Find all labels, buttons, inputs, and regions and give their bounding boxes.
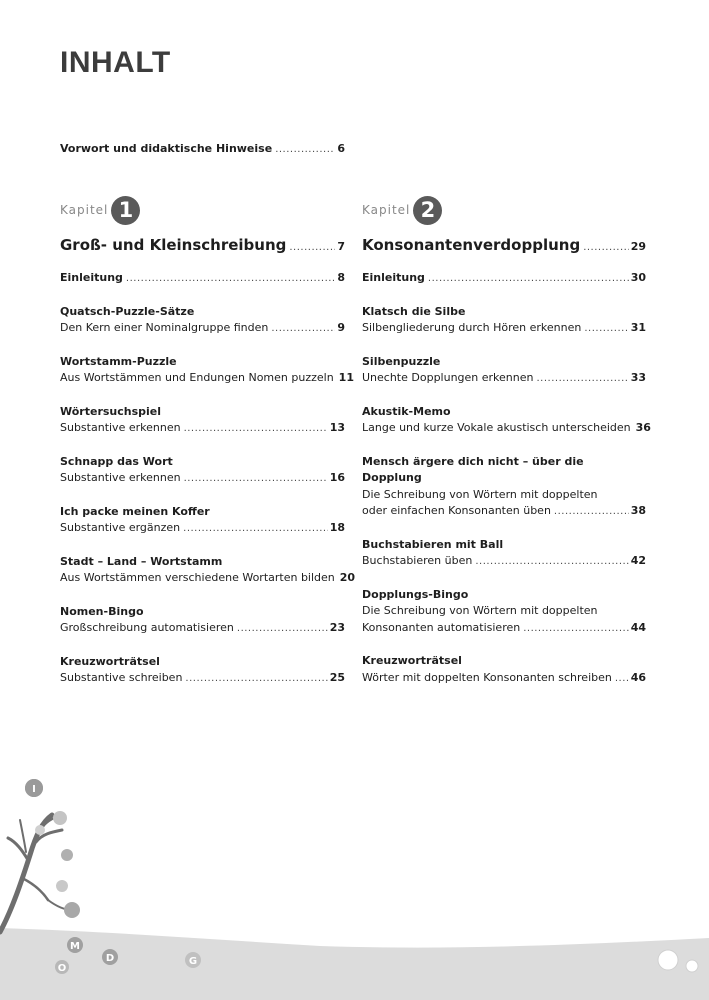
toc-entry-subtitle: Substantive erkennen <box>60 471 181 484</box>
chapter-entries <box>60 270 356 688</box>
toc-entry-subtitle: Wörter mit doppelten Konsonanten schreiben <box>362 670 612 684</box>
toc-page-number: 16 <box>329 471 345 484</box>
dot-leader <box>554 504 629 521</box>
toc-entry-title: Einleitung <box>60 271 123 284</box>
toc-entry-title: Kreuzworträtsel <box>60 654 160 668</box>
toc-entry-title: Kreuzworträtsel <box>362 654 462 667</box>
toc-entry-row <box>362 553 646 571</box>
chapter-title: Konsonantenverdopplung <box>362 236 581 254</box>
toc-entry-subtitle: oder einfachen Konsonanten üben <box>362 504 551 517</box>
toc-entry[interactable] <box>60 554 356 588</box>
toc-entry[interactable] <box>60 454 345 488</box>
toc-entry-row <box>362 670 646 688</box>
dot-leader <box>583 242 629 253</box>
toc-entry-subtitle: Silbengliederung durch Hören erkennen <box>362 321 582 334</box>
toc-page-number: 44 <box>630 620 646 634</box>
toc-entry-row <box>362 270 646 288</box>
toc-page-number: 20 <box>339 571 356 584</box>
toc-entry-title: Akustik-Memo <box>362 404 451 418</box>
toc-entry[interactable] <box>362 270 646 288</box>
chapter-entries <box>362 270 651 687</box>
toc-entry-title: Quatsch-Puzzle-Sätze <box>60 304 195 318</box>
toc-entry[interactable] <box>60 304 345 338</box>
toc-entry-subtitle: Den Kern einer Nominalgruppe finden <box>60 321 269 334</box>
toc-page-number: 13 <box>329 421 345 434</box>
dot-leader <box>615 671 629 688</box>
toc-page-number: 31 <box>630 321 646 334</box>
toc-entry[interactable] <box>362 354 646 388</box>
toc-entry[interactable] <box>362 304 646 338</box>
toc-page-number: 23 <box>329 621 345 634</box>
toc-page-number: 8 <box>337 271 345 284</box>
dot-leader <box>523 621 628 638</box>
letter-m: M <box>70 941 80 952</box>
dot-leader <box>237 621 328 638</box>
chapter-title-entry[interactable] <box>60 236 345 254</box>
dot-leader <box>428 271 629 288</box>
toc-page-number: 25 <box>329 671 345 684</box>
letter-d: D <box>105 953 115 964</box>
toc-entry-row <box>60 620 345 638</box>
toc-entry-subtitle: Konsonanten automatisieren <box>362 620 521 634</box>
page-title: INHALT <box>60 46 171 79</box>
toc-entry-subtitle: Aus Wortstämmen und Endungen Nomen puzzeln <box>60 371 334 384</box>
toc-page-number: 30 <box>630 271 646 284</box>
toc-entry-subtitle: Unechte Dopplungen erkennen <box>362 371 534 384</box>
chapter-title-entry[interactable] <box>362 236 646 254</box>
toc-entry[interactable] <box>362 537 646 571</box>
toc-entry-title: Nomen-Bingo <box>60 604 144 618</box>
toc-entry-subtitle: Die Schreibung von Wörtern mit doppelten <box>362 487 598 501</box>
toc-entry-title: Einleitung <box>362 271 425 284</box>
toc-page-number: 11 <box>338 371 354 384</box>
toc-entry-title: Klatsch die Silbe <box>362 304 466 318</box>
toc-entry[interactable] <box>60 270 345 288</box>
toc-entry-row <box>60 520 345 538</box>
toc-entry-title: Ich packe meinen Koffer <box>60 504 210 518</box>
toc-entry-title: Wortstamm-Puzzle <box>60 354 177 368</box>
dot-leader <box>271 321 335 338</box>
decoration-illustration <box>0 760 709 1000</box>
kapitel-label: Kapitel <box>362 203 411 217</box>
toc-page-number: 7 <box>337 240 345 253</box>
toc-entry[interactable] <box>362 454 646 521</box>
toc-page-number: 46 <box>630 670 646 684</box>
toc-entry-vorwort[interactable] <box>60 142 345 155</box>
letter-g: G <box>188 956 198 967</box>
toc-page-number: 38 <box>630 504 646 517</box>
toc-entry-row <box>60 470 345 488</box>
toc-entry[interactable] <box>60 604 345 638</box>
dot-leader <box>475 554 628 571</box>
toc-entry-row <box>362 620 646 638</box>
toc-entry-row <box>60 670 345 688</box>
toc-entry-title: Dopplungs-Bingo <box>362 587 469 601</box>
dot-leader <box>184 471 328 488</box>
toc-entry-row <box>60 420 345 438</box>
toc-page-number: 9 <box>337 321 345 334</box>
chapter-title: Groß- und Kleinschreibung <box>60 236 287 254</box>
toc-entry-row <box>362 503 646 521</box>
chapter-1-column <box>60 192 356 688</box>
toc-entry-subtitle: Buchstabieren üben <box>362 554 473 567</box>
toc-entry[interactable] <box>362 653 646 687</box>
dot-leader <box>183 521 328 538</box>
chapter-badge <box>60 192 345 228</box>
toc-entry[interactable] <box>60 404 345 438</box>
toc-entry-row <box>60 270 345 288</box>
toc-page-number: 18 <box>329 521 345 534</box>
toc-entry-row <box>362 420 651 438</box>
dot-leader <box>584 321 628 338</box>
dot-leader <box>537 371 629 388</box>
toc-entry-row <box>362 320 646 338</box>
dot-leader <box>184 421 328 438</box>
toc-page-number: 29 <box>630 240 646 253</box>
toc-entry-subtitle: Aus Wortstämmen verschiedene Wortarten bilden <box>60 571 335 584</box>
toc-entry-subtitle: Substantive ergänzen <box>60 521 181 534</box>
toc-page-number: 36 <box>635 421 651 434</box>
toc-entry-title: Stadt – Land – Wortstamm <box>60 554 223 568</box>
toc-entry-title: Silbenpuzzle <box>362 354 441 368</box>
toc-page-number: 33 <box>630 371 646 384</box>
toc-entry[interactable] <box>60 654 345 688</box>
toc-entry-subtitle: Substantive erkennen <box>60 421 181 434</box>
toc-entry-row <box>60 570 356 588</box>
toc-entry-title: Buchstabieren mit Ball <box>362 537 504 551</box>
dot-leader <box>126 271 335 288</box>
toc-entry-title: Mensch ärgere dich nicht – über die Dopplung <box>362 454 584 484</box>
toc-entry-row <box>362 370 646 388</box>
toc-entry-subtitle: Großschreibung automatisieren <box>60 621 234 634</box>
kapitel-label: Kapitel <box>60 203 109 217</box>
toc-page-number: 6 <box>337 142 345 155</box>
toc-entry-title: Schnapp das Wort <box>60 454 173 468</box>
toc-entry-row <box>60 320 345 338</box>
chapter-2-column <box>362 192 651 687</box>
toc-entry[interactable] <box>60 504 345 538</box>
toc-entry-label: Vorwort und didaktische Hinweise <box>60 142 273 155</box>
chapter-number-icon: 1 <box>111 196 140 225</box>
chapter-number-icon: 2 <box>413 196 442 225</box>
toc-entry-title: Wörtersuchspiel <box>60 404 162 418</box>
dot-leader <box>275 144 335 155</box>
toc-entry-row <box>60 370 354 388</box>
toc-entry-subtitle: Lange und kurze Vokale akustisch unterscheiden <box>362 421 631 434</box>
toc-entry[interactable] <box>362 587 646 638</box>
toc-entry[interactable] <box>362 404 651 438</box>
toc-entry-subtitle: Die Schreibung von Wörtern mit doppelten <box>362 604 598 617</box>
dot-leader <box>289 242 335 253</box>
toc-entry-subtitle: Substantive schreiben <box>60 671 183 684</box>
letter-i: I <box>32 784 36 795</box>
chapter-badge <box>362 192 646 228</box>
toc-entry[interactable] <box>60 354 354 388</box>
letter-o: O <box>57 963 67 974</box>
toc-page-number: 42 <box>630 554 646 567</box>
dot-leader <box>185 671 327 688</box>
